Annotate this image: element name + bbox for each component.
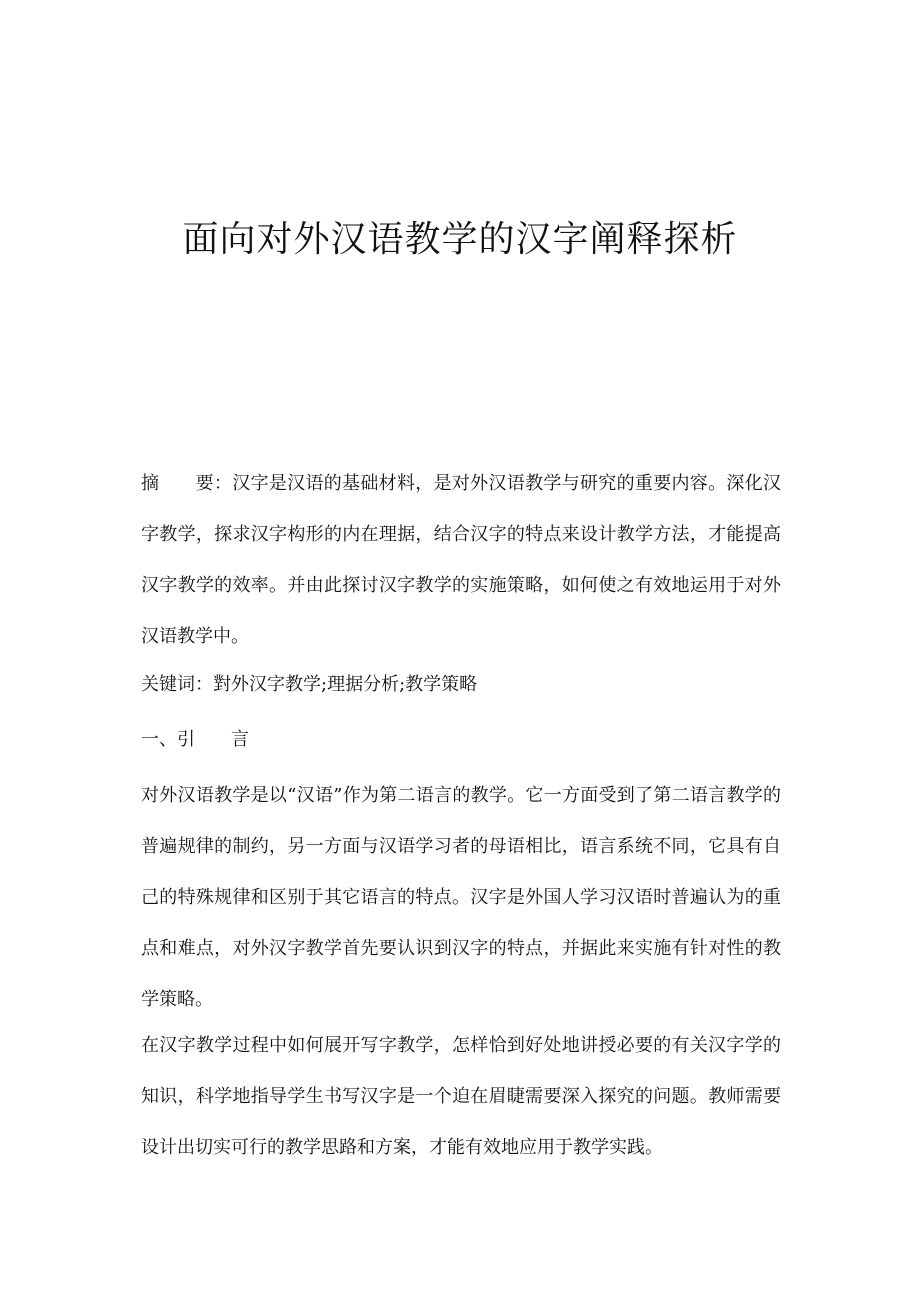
abstract-label-first: 摘 [141,473,160,494]
abstract-label-second: 要： [195,473,233,494]
keywords-line [141,659,781,710]
abstract-text: 汉字是汉语的基础材料，是对外汉语教学与研究的重要内容。深化汉字教学，探求汉字构形的内在理据，结合汉字的特点来设计教学方法，才能提高汉字教学的效率。并由此探讨汉字教学的实施策略，如何使之有效地运用于对外汉语教学中。 [141,473,782,647]
document-title: 面向对外汉语教学的汉字阐释探析 [182,219,738,260]
keywords-text: 對外汉字教学;理据分析;教学策略 [213,674,478,695]
section-number: 一、引 [141,729,195,750]
body-paragraph-1: 对外汉语教学是以“汉语”作为第二语言的教学。它一方面受到了第二语言教学的普遍规律的制约，另一方面与汉语学习者的母语相比，语言系统不同，它具有自己的特殊规律和区别于其它语言的特点。汉字是外国人学习汉语时普遍认为的重点和难点，对外汉字教学首先要认识到汉字的特点，并据此来实施有针对性的教学策略。 [141,785,781,1010]
abstract-paragraph [141,458,781,662]
section-heading [141,714,781,765]
section-title-end: 言 [231,729,249,750]
body-paragraph-2: 在汉字教学过程中如何展开写字教学，怎样恰到好处地讲授必要的有关汉字学的知识，科学地指导学生书写汉字是一个迫在眉睫需要深入探究的问题。教师需要设计出切实可行的教学思路和方案，才能有效地应用于教学实践。 [141,1035,781,1158]
keywords-label: 关键词： [141,674,213,695]
